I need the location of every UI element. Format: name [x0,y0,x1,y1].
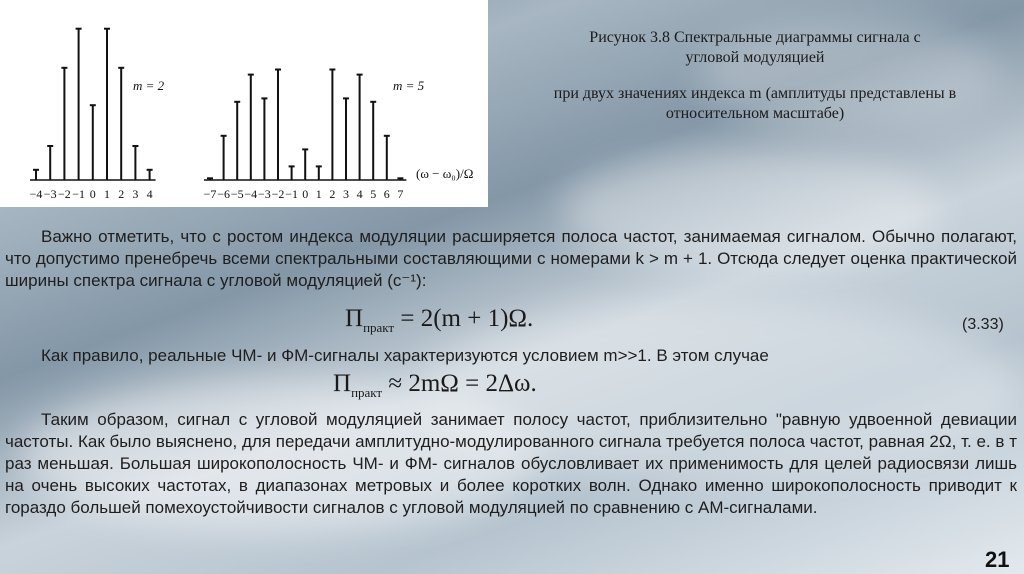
formula-subscript: практ [363,320,395,335]
paragraph-conclusion: Таким образом, сигнал с угловой модуляцией занимает полосу частот, приблизительно "равную удвоенной девиации частоты. Как было выяснено, для передачи амплитудно-модулированного сигнала требуется полоса частот, равная 2Ω, т. е. в т раз меньшая. Большая широкополосность ЧМ- и ФМ- сигналов обусловливает их применимость для целей радиосвязи лишь на очень высоких частотах, в диапазонах метровых и более коротких волн. Однако именно широкополосность приводит к гораздо большей помехоустойчивости сигналов с угловой модуляцией по сравнению с АМ-сигналами. [5,410,1017,517]
spectrum-m5 [204,70,407,202]
m5-tick-label: 3 [343,187,349,201]
m5-tick-label: 7 [397,187,404,201]
m5-tick-label: 5 [370,187,377,201]
m5-tick-label: −4 [244,187,258,201]
m5-tick-label: −7 [203,187,217,201]
m2-tick-label: −3 [43,187,57,201]
equation-number: (3.33) [962,316,1004,333]
figure-caption-sub [495,84,1015,124]
label-m5: m = 5 [393,78,425,93]
page-number: 21 [985,547,1010,572]
m2-tick-label: −4 [29,187,43,201]
spectrum-figure [0,0,488,207]
m2-tick-label: −2 [58,187,71,201]
m2-tick-label: 1 [104,187,110,201]
formula-body: = 2(m + 1)Ω. [394,305,534,332]
m5-tick-label: −3 [258,187,271,201]
m2-tick-label: −1 [72,187,85,201]
m5-tick-label: 1 [315,187,322,201]
spectrum-m2 [30,29,156,201]
m2-tick-label: 2 [118,187,125,201]
m2-tick-label: 0 [89,187,96,201]
formula-symbol: Π [333,370,352,397]
caption-line-2: угловой модуляцией [685,49,825,66]
axis-label: (ω − ω₀)/Ω [416,166,474,181]
caption-line-4: относительном масштабе) [665,105,845,122]
m5-tick-label: −2 [271,187,285,201]
m2-tick-label: 3 [132,187,139,201]
paragraph-bandwidth-intro: Важно отметить, что с ростом индекса модуляции расширяется полоса частот, занимаемая сигналом. Обычно полагают, что допустимо пренебречь всеми спектральными составляющими с номерами k > m + 1. Отсюда следует оценка практической ширины спектра сигнала с угловой модуляцией (с⁻¹): [5,227,1017,290]
caption-line-3: при двух значениях индекса m (амплитуды представлены в [553,85,957,102]
formula-symbol: Π [345,305,364,332]
paragraph-condition: Как правило, реальные ЧМ- и ФМ-сигналы характеризуются условием m>>1. В этом случае [41,346,769,365]
label-m2: m = 2 [133,78,165,93]
m5-tick-label: −1 [285,187,298,201]
m2-tick-label: 4 [146,187,153,201]
m5-tick-label: 6 [383,187,390,201]
formula-body: ≈ 2mΩ = 2Δω. [382,370,537,397]
m5-tick-label: 4 [356,187,363,201]
caption-line-1: Рисунок 3.8 Спектральные диаграммы сигнала с [589,29,921,46]
formula-3-33 [345,305,533,336]
m5-tick-label: 0 [302,187,309,201]
formula-approx [333,370,537,401]
spectrum-diagram [0,0,488,207]
m5-tick-label: −6 [217,187,230,201]
formula-subscript: практ [351,385,383,400]
m5-tick-label: 2 [329,187,336,201]
m5-tick-label: −5 [230,187,244,201]
figure-caption [495,28,1015,68]
